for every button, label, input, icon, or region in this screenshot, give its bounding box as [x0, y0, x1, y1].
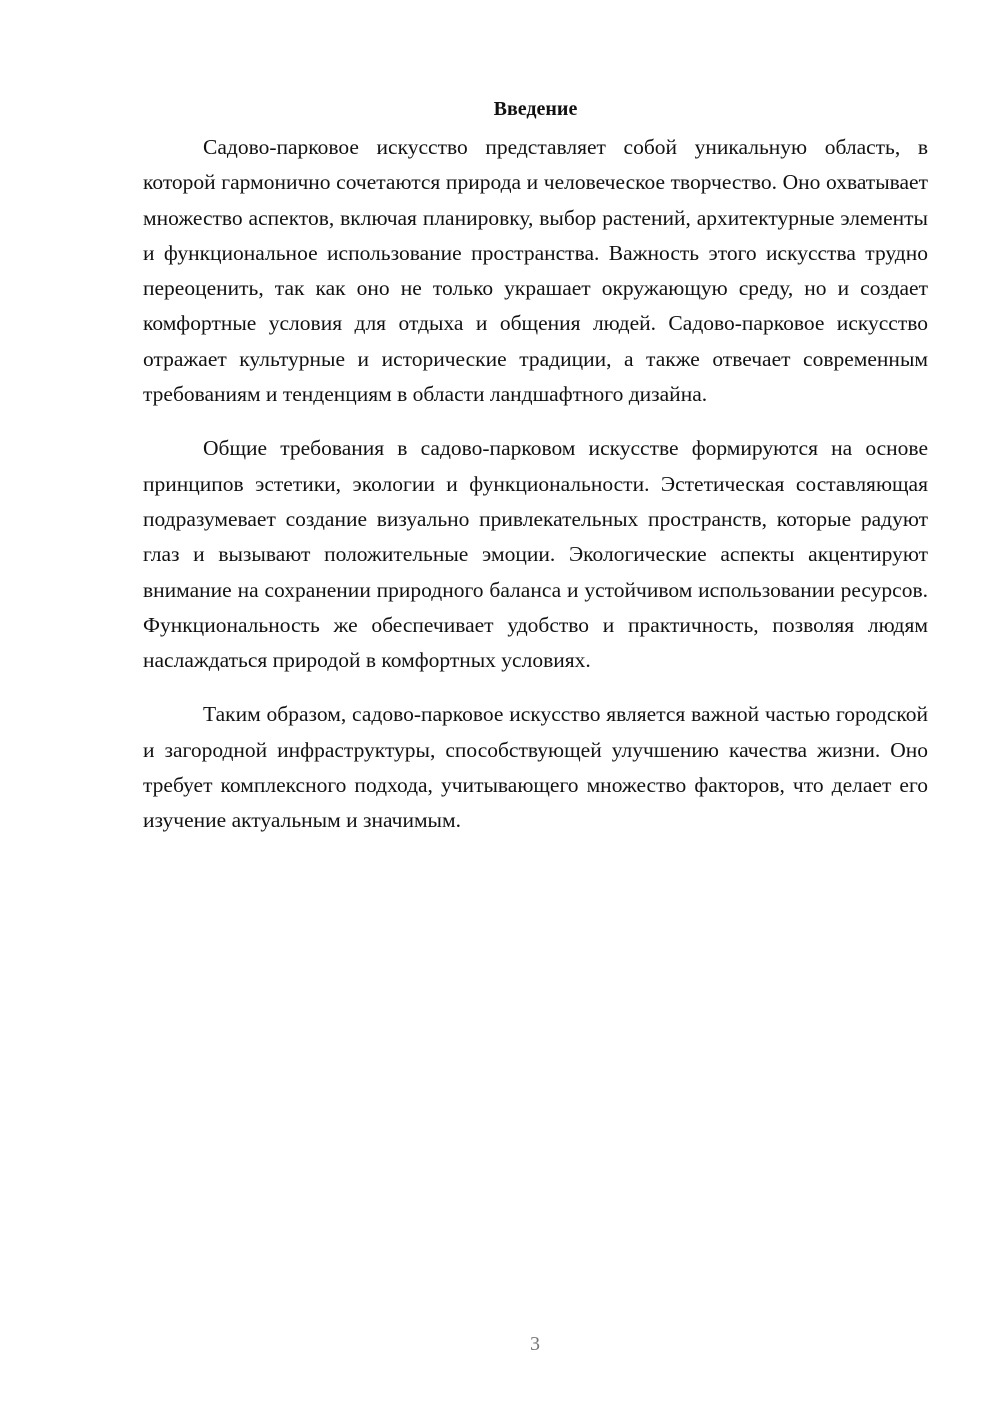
section-heading: Введение: [493, 98, 578, 120]
page-content: [143, 92, 928, 839]
paragraph-2: Общие требования в садово-парковом искусстве формируются на основе принципов эстетики, экологии и функциональности. Эстетическая составляющая подразумевает создание визуально привлекательных пространств, которые радуют глаз и вызывают положительные эмоции. Экологические аспекты акцентируют внимание на сохранении природного баланса и устойчивом использовании ресурсов. Функциональность же обеспечивает удобство и практичность, позволяя людям наслаждаться природой в комфортных условиях.: [143, 436, 928, 673]
paragraph-3: Таким образом, садово-парковое искусство является важной частью городской и загородной инфраструктуры, способствующей улучшению качества жизни. Оно требует комплексного подхода, учитывающего множество факторов, что делает его изучение актуальным и значимым.: [143, 702, 928, 833]
paragraph-1: Садово-парковое искусство представляет собой уникальную область, в которой гармонично сочетаются природа и человеческое творчество. Оно охватывает множество аспектов, включая планировку, выбор растений, архитектурные элементы и функциональное использование пространства. Важность этого искусства трудно переоценить, так как оно не только украшает окружающую среду, но и создает комфортные условия для отдыха и общения людей. Садово-парковое искусство отражает культурные и исторические традиции, а также отвечает современным требованиям и тенденциям в области ландшафтного дизайна.: [143, 135, 928, 407]
page-number: 3: [530, 1333, 540, 1355]
